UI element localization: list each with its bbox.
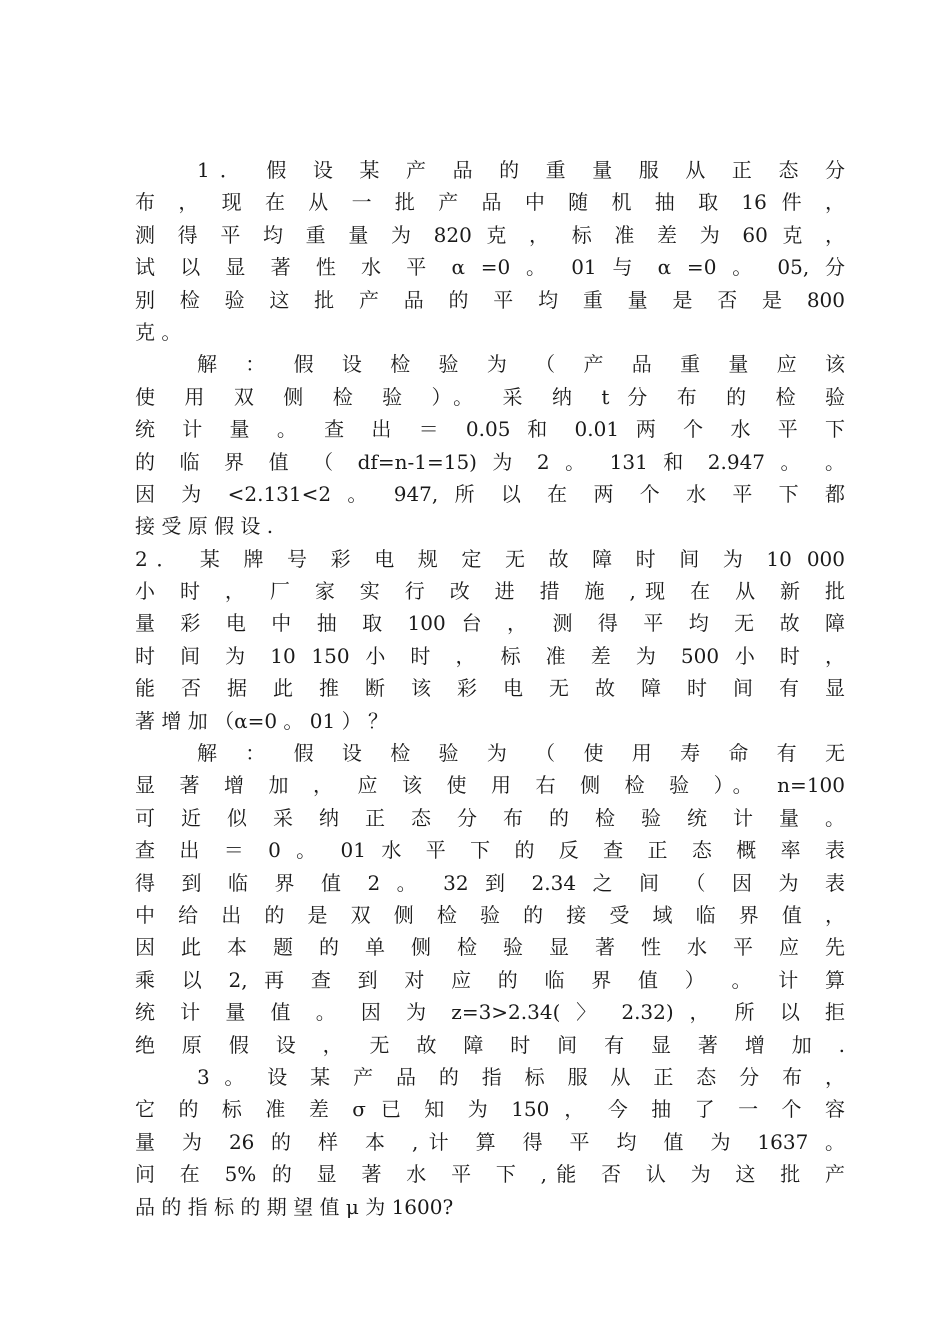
text-line: 解 ： 假 设 检 验 为 （ 使 用 寿 命 有 无 bbox=[197, 741, 845, 766]
text-line: 量 为 26 的 样 本 ,计 算 得 平 均 值 为 1637 。 bbox=[135, 1129, 845, 1154]
text-line: 可 近 似 采 纳 正 态 分 布 的 检 验 统 计 量 。 bbox=[135, 805, 845, 830]
text-line: 克 。 bbox=[135, 319, 182, 344]
text-line: 因 为 <2.131<2 。 947, 所 以 在 两 个 水 平 下 都 bbox=[135, 481, 845, 506]
text-line: 试 以 显 著 性 水 平 α =0 。 01 与 α =0 。 05, 分 bbox=[135, 255, 845, 280]
text-line: 品 的 指 标 的 期 望 值 μ 为 1600? bbox=[135, 1194, 454, 1219]
text-line: 能 否 据 此 推 断 该 彩 电 无 故 障 时 间 有 显 bbox=[135, 676, 845, 701]
text-line: 统 计 量 。 查 出 ＝ 0.05 和 0.01 两 个 水 平 下 bbox=[135, 417, 845, 442]
text-line: 3 。 设 某 产 品 的 指 标 服 从 正 态 分 布 ， bbox=[197, 1064, 845, 1089]
text-line: 显 著 增 加 ， 应 该 使 用 右 侧 检 验 ）。 n=100 bbox=[135, 773, 845, 798]
text-line: 绝 原 假 设 ， 无 故 障 时 间 有 显 著 增 加 . bbox=[135, 1032, 845, 1057]
text-line: 时 间 为 10 150 小 时 ， 标 准 差 为 500 小 时 ， bbox=[135, 643, 845, 668]
text-line: 因 此 本 题 的 单 侧 检 验 显 著 性 水 平 应 先 bbox=[135, 935, 845, 960]
text-line: 它 的 标 准 差 σ 已 知 为 150 ， 今 抽 了 一 个 容 bbox=[135, 1097, 845, 1122]
text-line: 中 给 出 的 是 双 侧 检 验 的 接 受 域 临 界 值 ， bbox=[135, 902, 845, 927]
text-line: 别 检 验 这 批 产 品 的 平 均 重 量 是 否 是 800 bbox=[135, 287, 845, 312]
text-line: 布 ， 现 在 从 一 批 产 品 中 随 机 抽 取 16 件 ， bbox=[135, 190, 845, 215]
text-line: 接 受 原 假 设 . bbox=[135, 514, 274, 539]
text-line: 著 增 加 （α=0 。 01 ） ？ bbox=[135, 708, 388, 733]
text-line: 乘 以 2, 再 查 到 对 应 的 临 界 值 ） 。 计 算 bbox=[135, 967, 845, 992]
text-line: 量 彩 电 中 抽 取 100 台 ， 测 得 平 均 无 故 障 bbox=[135, 611, 845, 636]
text-line: 测 得 平 均 重 量 为 820 克 ， 标 准 差 为 60 克 ， bbox=[135, 222, 845, 247]
text-line: 问 在 5% 的 显 著 水 平 下 ,能 否 认 为 这 批 产 bbox=[135, 1162, 845, 1187]
text-line: 得 到 临 界 值 2 。 32 到 2.34 之 间 （ 因 为 表 bbox=[135, 870, 845, 895]
text-line: 使 用 双 侧 检 验 ）。 采 纳 t 分 布 的 检 验 bbox=[135, 384, 845, 409]
document-body bbox=[135, 154, 845, 1223]
text-line: 1． 假 设 某 产 品 的 重 量 服 从 正 态 分 bbox=[197, 158, 845, 182]
text-line: 小 时 ， 厂 家 实 行 改 进 措 施 ,现 在 从 新 批 bbox=[135, 579, 845, 604]
text-line: 2． 某 牌 号 彩 电 规 定 无 故 障 时 间 为 10 000 bbox=[135, 546, 845, 571]
text-line: 统 计 量 值 。 因 为 z=3>2.34( 〉 2.32) ， 所 以 拒 bbox=[135, 1000, 845, 1025]
text-line: 解 ： 假 设 检 验 为 （ 产 品 重 量 应 该 bbox=[197, 352, 845, 377]
text-line: 的 临 界 值 （ df=n-1=15) 为 2 。 131 和 2.947 。 。 bbox=[135, 449, 845, 474]
text-line: 查 出 ＝ 0 。 01 水 平 下 的 反 查 正 态 概 率 表 bbox=[135, 838, 845, 863]
